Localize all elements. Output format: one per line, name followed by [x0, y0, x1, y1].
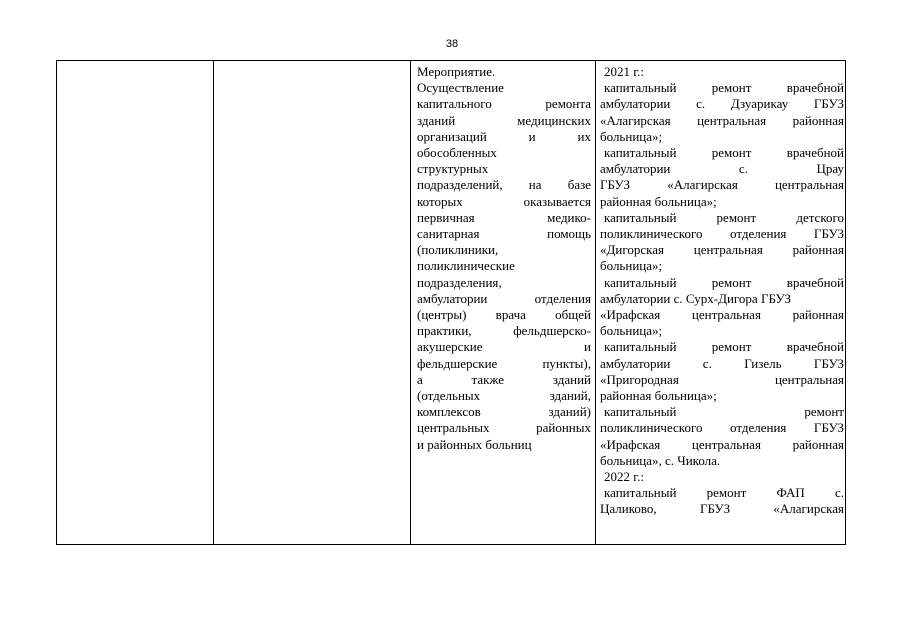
- table-cell-details: [596, 61, 847, 544]
- text-line: которых оказывается: [417, 193, 591, 209]
- text-line: амбулатории с. Дзуарикау ГБУЗ: [600, 96, 844, 112]
- text-line: «Пригородная центральная: [600, 371, 844, 387]
- text-line: а также зданий: [417, 371, 591, 387]
- text-line: (отдельных зданий,: [417, 388, 591, 404]
- text-line: амбулатории с. Црау: [600, 161, 844, 177]
- text-line: больница»;: [600, 128, 663, 144]
- page-number: 38: [445, 38, 459, 50]
- text-line: капитальный ремонт ФАП с.: [604, 485, 844, 501]
- text-line: структурных: [417, 161, 489, 177]
- text-line: подразделения,: [417, 274, 502, 290]
- text-line: санитарная помощь: [417, 226, 591, 242]
- table-cell-empty-2: [214, 61, 411, 544]
- text-line: капитальный ремонт детского: [604, 209, 844, 225]
- text-line: и районных больниц: [417, 436, 532, 452]
- text-line: больница», с. Чикола.: [600, 452, 721, 468]
- text-line: амбулатории с. Сурх-Дигора ГБУЗ: [600, 290, 792, 306]
- text-line: «Дигорская центральная районная: [600, 242, 844, 258]
- text-line: акушерские и: [417, 339, 591, 355]
- text-line: ГБУЗ «Алагирская центральная: [600, 177, 844, 193]
- text-line: капитального ремонта: [417, 96, 591, 112]
- text-line: (поликлиники,: [417, 242, 499, 258]
- text-line: «Ирафская центральная районная: [600, 436, 844, 452]
- text-line: капитальный ремонт врачебной: [604, 339, 844, 355]
- text-line: Цаликово, ГБУЗ «Алагирская: [600, 501, 844, 517]
- text-line: подразделений, на базе: [417, 177, 591, 193]
- text-line: капитальный ремонт врачебной: [604, 80, 844, 96]
- text-line: поликлинического отделения ГБУЗ: [600, 420, 844, 436]
- text-line: «Ирафская центральная районная: [600, 307, 844, 323]
- text-line: «Алагирская центральная районная: [600, 112, 844, 128]
- text-line: районная больница»;: [600, 388, 717, 404]
- text-line: капитальный ремонт врачебной: [604, 145, 844, 161]
- text-line: центральных районных: [417, 420, 591, 436]
- text-line: 2021 г.:: [604, 64, 644, 79]
- text-line: амбулатории отделения: [417, 290, 591, 306]
- text-line: комплексов зданий): [417, 404, 591, 420]
- text-line: обособленных: [417, 145, 497, 161]
- text-line: первичная медико-: [417, 209, 591, 225]
- text-line: больница»;: [600, 323, 663, 339]
- table-cell-empty-1: [57, 61, 214, 544]
- text-line: Мероприятие.: [417, 64, 496, 79]
- text-line: организаций и их: [417, 128, 591, 144]
- text-line: амбулатории с. Гизель ГБУЗ: [600, 355, 844, 371]
- text-line: (центры) врача общей: [417, 307, 591, 323]
- text-line: больница»;: [600, 258, 663, 274]
- text-line: капитальный ремонт: [604, 404, 844, 420]
- table-cell-measure: [411, 61, 596, 544]
- text-line: капитальный ремонт врачебной: [604, 274, 844, 290]
- text-line: поликлинического отделения ГБУЗ: [600, 226, 844, 242]
- text-line: зданий медицинских: [417, 112, 591, 128]
- text-line: Осуществление: [417, 80, 504, 96]
- text-line: фельдшерские пункты),: [417, 355, 591, 371]
- document-table: [56, 60, 846, 545]
- text-line: 2022 г.:: [604, 469, 644, 485]
- text-line: практики, фельдшерско-: [417, 323, 591, 339]
- text-line: районная больница»;: [600, 193, 717, 209]
- text-line: поликлинические: [417, 258, 515, 274]
